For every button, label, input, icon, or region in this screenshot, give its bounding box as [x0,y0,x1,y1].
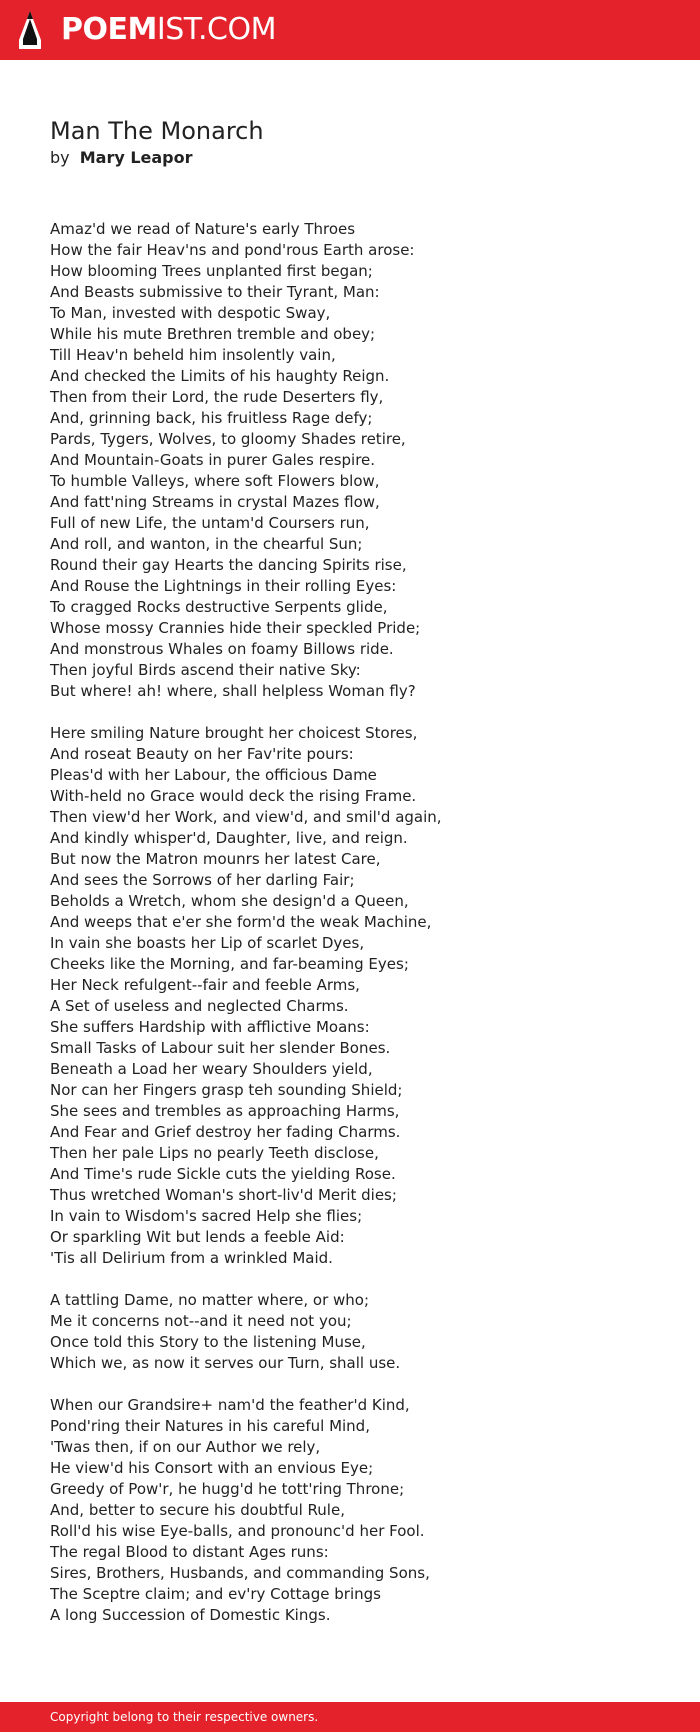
poem-line: And weeps that e'er she form'd the weak Machine, [50,913,432,931]
poem-line: Whose mossy Crannies hide their speckled Pride; [50,619,421,637]
poem-line: Nor can her Fingers grasp teh sounding Shield; [50,1081,403,1099]
poem-line: To Man, invested with despotic Sway, [50,304,331,322]
poem-line: Pond'ring their Natures in his careful Mind, [50,1417,370,1435]
stanza [50,219,650,702]
poem-line: While his mute Brethren tremble and obey; [50,325,376,343]
byline [50,147,193,169]
poem-line: And, grinning back, his fruitless Rage defy; [50,409,373,427]
poem-line: The regal Blood to distant Ages runs: [50,1543,329,1561]
poem-line: Greedy of Pow'r, he hugg'd he tott'ring Throne; [50,1480,405,1498]
poem-line: And Beasts submissive to their Tyrant, Man: [50,283,380,301]
poem-line: Then view'd her Work, and view'd, and smil'd again, [50,808,442,826]
poem-line: Cheeks like the Morning, and far-beaming Eyes; [50,955,409,973]
poem-line: Pleas'd with her Labour, the officious Dame [50,766,377,784]
poem-line: Beneath a Load her weary Shoulders yield, [50,1060,373,1078]
site-header [0,0,700,60]
poem-line: He view'd his Consort with an envious Eye; [50,1459,374,1477]
poem-line: Beholds a Wretch, whom she design'd a Queen, [50,892,409,910]
poem-line: When our Grandsire+ nam'd the feather'd Kind, [50,1396,410,1414]
poem-line: And, better to secure his doubtful Rule, [50,1501,345,1519]
poem-line: And Time's rude Sickle cuts the yielding Rose. [50,1165,396,1183]
poem-line: To cragged Rocks destructive Serpents glide, [50,598,388,616]
poem-line: And Fear and Grief destroy her fading Charms. [50,1123,401,1141]
poem-line: Or sparkling Wit but lends a feeble Aid: [50,1228,345,1246]
poem-line: And roll, and wanton, in the chearful Sun; [50,535,363,553]
poem-line: Full of new Life, the untam'd Coursers run, [50,514,370,532]
poem-line: And checked the Limits of his haughty Reign. [50,367,390,385]
poem-line: She suffers Hardship with afflictive Moans: [50,1018,370,1036]
poem-line: With-held no Grace would deck the rising Frame. [50,787,417,805]
poem-line: And monstrous Whales on foamy Billows ride. [50,640,394,658]
site-footer [0,1702,700,1732]
site-logo[interactable] [61,12,276,48]
poem-line: Round their gay Hearts the dancing Spirits rise, [50,556,407,574]
poem-line: To humble Valleys, where soft Flowers blow, [50,472,380,490]
logo-bold-text: POEM [61,12,157,47]
author-link[interactable]: Mary Leapor [79,148,193,167]
by-label: by [50,148,70,167]
stanza [50,1290,650,1374]
poem-line: Then her pale Lips no pearly Teeth disclose, [50,1144,379,1162]
poem-line: The Sceptre claim; and ev'ry Cottage brings [50,1585,381,1603]
poem-line: She sees and trembles as approaching Harms, [50,1102,400,1120]
poem-title: Man The Monarch [50,117,264,145]
stanza [50,1395,650,1626]
poem-line: Till Heav'n beheld him insolently vain, [50,346,336,364]
logo-light-text: IST.COM [156,12,276,47]
poem-line: A Set of useless and neglected Charms. [50,997,349,1015]
poem-line: Thus wretched Woman's short-liv'd Merit dies; [50,1186,397,1204]
poem-line: Then joyful Birds ascend their native Sky: [50,661,361,679]
poem-line: Pards, Tygers, Wolves, to gloomy Shades retire, [50,430,406,448]
poem-line: But now the Matron mounrs her latest Care, [50,850,381,868]
poem-line: And Rouse the Lightnings in their rolling Eyes: [50,577,397,595]
poem-body [50,219,650,1647]
poem-line: In vain to Wisdom's sacred Help she flies; [50,1207,363,1225]
poem-line: And fatt'ning Streams in crystal Mazes flow, [50,493,380,511]
poem-line: And sees the Sorrows of her darling Fair; [50,871,355,889]
poem-line: How blooming Trees unplanted first began; [50,262,373,280]
poem-line: Me it concerns not--and it need not you; [50,1312,352,1330]
poem-line: And kindly whisper'd, Daughter, live, and reign. [50,829,408,847]
poem-line: But where! ah! where, shall helpless Woman fly? [50,682,416,700]
poem-line: Sires, Brothers, Husbands, and commanding Sons, [50,1564,430,1582]
poem-line: Small Tasks of Labour suit her slender Bones. [50,1039,391,1057]
poem-line: And Mountain-Goats in purer Gales respire. [50,451,376,469]
poem-line: 'Tis all Delirium from a wrinkled Maid. [50,1249,333,1267]
poem-line: Which we, as now it serves our Turn, shall use. [50,1354,401,1372]
poem-line: Once told this Story to the listening Muse, [50,1333,366,1351]
poem-line: A long Succession of Domestic Kings. [50,1606,331,1624]
poem-line: In vain she boasts her Lip of scarlet Dyes, [50,934,365,952]
poem-line: 'Twas then, if on our Author we rely, [50,1438,321,1456]
poem-line: Roll'd his wise Eye-balls, and pronounc'd her Fool. [50,1522,425,1540]
poem-line: Amaz'd we read of Nature's early Throes [50,220,356,238]
poem-line: Here smiling Nature brought her choicest Stores, [50,724,418,742]
poem-line: How the fair Heav'ns and pond'rous Earth arose: [50,241,415,259]
poem-line: And roseat Beauty on her Fav'rite pours: [50,745,354,763]
poem-line: Her Neck refulgent--fair and feeble Arms, [50,976,360,994]
poem-line: Then from their Lord, the rude Deserters fly, [50,388,384,406]
stanza [50,723,650,1269]
pencil-tip-icon[interactable] [17,10,43,50]
poem-line: A tattling Dame, no matter where, or who; [50,1291,370,1309]
copyright-notice: Copyright belong to their respective owners. [50,1710,319,1724]
